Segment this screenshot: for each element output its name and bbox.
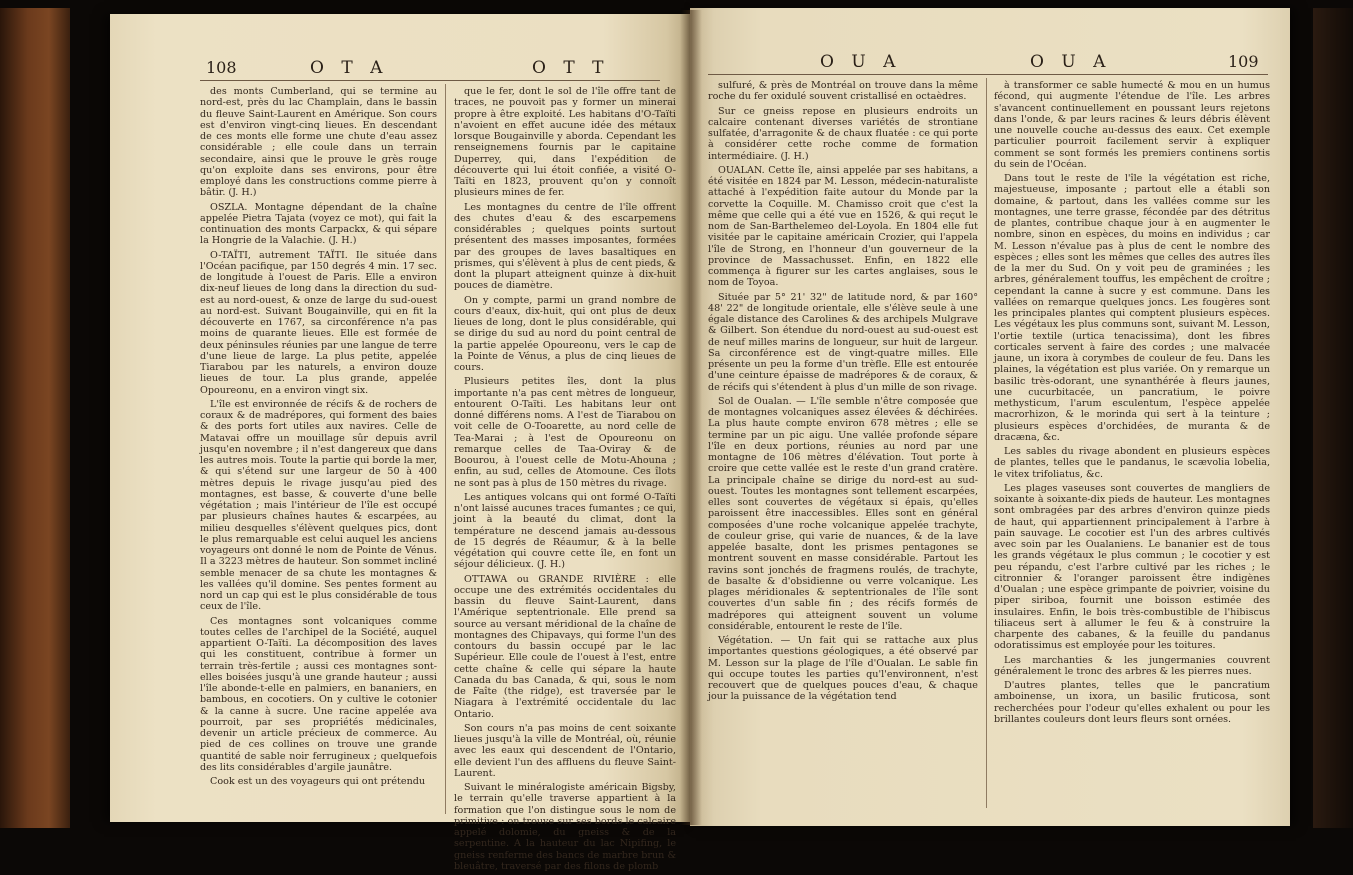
paragraph: OSZLA. Montagne dépendant de la chaîne appelée Pietra Tajata (voyez ce mot), qui fait la continuation des monts Carpackx, & qui sépare la Hongrie de la Valachie. (J. H.) bbox=[200, 201, 437, 247]
paragraph: Cook est un des voyageurs qui ont prétendu bbox=[210, 776, 426, 787]
paragraph: des monts Cumberland, qui se termine au nord-est, près du lac Champlain, dans le bassin du fleuve Saint-Laurent en Amérique. Son cours est d'environ vingt-cinq lieues. En descendant de ces monts elle forme une chute d'eau assez considérable ; elle coule dans un terrain secondaire, ainsi que le prouve le grès rouge qu'on exploite dans ses environs, pour être employé dans les constructions comme pierre à bâtir. (J. H.) bbox=[200, 86, 437, 199]
book-cover-left-edge bbox=[0, 8, 70, 828]
paragraph: O-TAÏTI, autrement TAÏTI. Ile située dans l'Océan pacifique, par 150 degrés 4 min. 17 sec. de longitude à l'ouest de Paris. Elle a environ dix-neuf lieues de long dans la direction du sud-est au nord-ouest, & onze de large du sud-ouest au nord-est. Suivant Bougainville, qui en fit la découverte en 1767, sa circonférence n'a pas moins de quarante lieues. Elle est formée de deux péninsules réunies par une langue de terre d'une lieue de large. La plus petite, appelée Tiarabou par les naturels, a environ douze lieues de tour. La plus grande, appelée Opoureonu, en a environ vingt six. bbox=[200, 249, 437, 396]
paragraph: Plusieurs petites îles, dont la plus importante n'a pas cent mètres de longueur, entourent O-Taïti. Les habitans leur ont donné différens noms. A l'est de Tiarabou on voit celle de O-Tooarette, au nord celle de Tea-Marai ; à l'est de Opoureonu on remarque celles de Taa-Oviray & de Boourou, à l'ouest celle de Motu-Ahouna ; enfin, au sud, celles de Atomoune. Ces îlots ne sont pas à plus de 150 mètres du rivage. bbox=[454, 376, 676, 489]
header-rule bbox=[708, 74, 1268, 75]
paragraph: Dans tout le reste de l'île la végétation est riche, majestueuse, imposante ; partout elle a établi son domaine, & partout, dans les vallées comme sur les montagnes, une terre grasse, fécondée par des détritus de plantes, contribue chaque jour à en augmenter le nombre, sinon en espèces, du moins en individus ; car M. Lesson n'évalue pas à plus de cent le nombre des espèces ; elles sont les mêmes que celles des autres îles de la mer du Sud. On y voit peu de graminées ; les arbres, généralement touffus, les empêchent de croître ; cependant la canne à sucre y est commune. Dans les vallées on remarque quelques joncs. Les fougères sont les principales plantes qui comptent plusieurs espèces. Les végétaux les plus communs sont, suivant M. Lesson, l'ortie textile (urtica tenacissima), dont les fibres corticales servent à faire des cordes ; une malvacée jaune, un ixora à corymbes de couleur de feu. Dans les plaines, la végétation est plus variée. On y remarque un basilic très-odorant, une synanthérée à fleurs jaunes, une cucurbitacée, un pancratium, le poivre methysticum, l'arum esculentum, l'espèce appelée macrorhizon, & le morinda qui sert à la teinture ; plusieurs espèces d'orchidées, de muranta & de dracæna, &c. bbox=[994, 173, 1270, 443]
running-header-left: O T A bbox=[310, 58, 389, 78]
paragraph: Sur ce gneiss repose en plusieurs endroits un calcaire contenant diverses variétés de strontiane sulfatée, d'arragonite & de chaux fluatée : ce qui porte à considérer cette roche comme de formation intermédiaire. (J. H.) bbox=[708, 105, 978, 162]
paragraph: L'île est environnée de récifs & de rochers de coraux & de madrépores, qui forment des baies & des ports fort utiles aux navires. Celle de Matavai offre un mouillage sûr depuis avril jusqu'en novembre ; il n'est dangereux que dans les autres mois. Toute la partie qui borde la mer, & qui s'étend sur une largeur de 50 à 400 mètres depuis le rivage jusqu'au pied des montagnes, est basse, & couverte d'une belle végétation ; mais l'intérieur de l'île est occupé par plusieurs chaînes hautes & escarpées, au milieu desquelles s'élèvent quelques pics, dont le plus remarquable est celui auquel les anciens voyageurs ont donné le nom de Pointe de Vénus. Il a 3223 mètres de hauteur. Son sommet incliné semble menacer de sa chute les montagnes & les vallées qu'il domine. Ses pentes forment au nord un cap qui est le plus considérable de tous ceux de l'île. bbox=[200, 398, 437, 613]
paragraph: D'autres plantes, telles que le pancratium amboinense, un ixora, un basilic fruticosa, sont recherchées pour l'odeur qu'elles exhalent ou pour les brillantes couleurs dont leurs fleurs sont ornées. bbox=[994, 680, 1270, 725]
paragraph: OTTAWA ou GRANDE RIVIÈRE : elle occupe une des extrémités occidentales du bassin du fleuve Saint-Laurent, dans l'Amérique septentrionale. Elle prend sa source au versant méridional de la chaîne de montagnes des Chipavays, qui forme l'un des contours du bassin occupé par le lac Supérieur. Elle coule de l'ouest à l'est, entre cette chaîne & celle qui sépare la haute Canada du bas Canada, & qui, sous le nom de Faîte (the ridge), est traversée par le Niagara à l'extrémité occidentale du lac Ontario. bbox=[454, 573, 676, 720]
paragraph: Les plages vaseuses sont couvertes de mangliers de soixante à soixante-dix pieds de hauteur. Les montagnes sont ombragées par des arbres d'environ quinze pieds de haut, qui appartiennent principalement à l'arbre à pain sauvage. Le cocotier est l'un des arbres cultivés avec soin par les Oualaniens. Le bananier est de tous les grands végétaux le plus commun ; le cocotier y est peu répandu, c'est l'arbre cultivé par les riches ; le citronnier & l'oranger paroissent être indigènes d'Oualan ; une espèce grimpante de poivrier, voisine du piper siriboa, fournit une boisson estimée des insulaires. Enfin, le bois très-combustible de l'hibiscus tiliaceus sert à allumer le feu & à construire la charpente des cabanes, & la feuille du pandanus odoratissimus est employée pour les toitures. bbox=[994, 482, 1270, 652]
paragraph: OUALAN. Cette île, ainsi appelée par ses habitans, a été visitée en 1824 par M. Lesson, médecin-naturaliste attaché à l'expédition faite autour du Monde par la corvette la Coquille. M. Chamisso croit que c'est la même que celle qui a été vue en 1526, & qui reçut le nom de San-Barthelemeo del-Loyola. En 1804 elle fut visitée par le capitaine américain Crozier, qui l'appela l'île de Strong, en l'honneur d'un gouverneur de la province de Massachusset. Enfin, en 1822 elle commença à figurer sur les cartes anglaises, sous le nom de Toyoa. bbox=[708, 164, 978, 289]
paragraph: Les montagnes du centre de l'île offrent des chutes d'eau & des escarpemens considérables ; quelques points surtout présentent des masses imposantes, formées par des groupes de laves basaltiques en prismes, qui s'élèvent à plus de cent pieds, & dont la plupart atteignent quinze à dix-huit pouces de diamètre. bbox=[454, 201, 676, 292]
running-header-right: O U A bbox=[1030, 52, 1112, 72]
running-header-right: O T T bbox=[532, 58, 610, 78]
text-column-2 bbox=[994, 80, 1270, 728]
page-number: 108 bbox=[206, 58, 237, 77]
paragraph: Suivant le minéralogiste américain Bigsby, le terrain qu'elle traverse appartient à la formation que l'on distingue sous le nom de primitive : on trouve sur ses bords le calcaire appelé dolomie, du gneiss & de la serpentine. A la hauteur du lac Nipifing, le gneiss renferme des bancs de marbre brun & bleuâtre, traversé par des filons de plomb bbox=[454, 782, 676, 872]
paragraph: Sol de Oualan. — L'île semble n'être composée que de montagnes volcaniques assez élevées & déchirées. La plus haute compte environ 678 mètres ; elle se termine par un pic aigu. Une vallée profonde sépare l'île en deux portions, réunies au nord par une montagne de 106 mètres d'élévation. Tout porte à croire que cette vallée est le reste d'un grand cratère. La principale chaîne se dirige du nord-est au sud-ouest. Toutes les montagnes sont tellement escarpées, elles sont couvertes de végétaux si épais, qu'elles paroissent être inaccessibles. Elles sont en général composées d'une roche volcanique appelée trachyte, de couleur grise, qui varie de nuances, & de la lave appelée basalte, dont les prismes pentagones se montrent souvent en masse considérable. Partout les ravins sont jonchés de fragmens roulés, de trachyte, de basalte & d'obsidienne ou verre volcanique. Les plages méridionales & septentrionales de l'île sont couvertes d'un sable fin ; des récifs formés de madrépores qui atteignent souvent un volume considérable, entourent le reste de l'île. bbox=[708, 395, 978, 632]
paragraph: Les antiques volcans qui ont formé O-Taïti n'ont laissé aucunes traces fumantes ; ce qui, joint à la beauté du climat, dont la température ne descend jamais au-dessous de 15 degrés de Réaumur, & à la belle végétation qui couvre cette île, en font un séjour délicieux. (J. H.) bbox=[454, 491, 676, 571]
paragraph: à transformer ce sable humecté & mou en un humus fécond, qui augmente l'étendue de l'île. Les arbres s'avancent continuellement en poussant leurs rejetons dans l'onde, & par leurs racines & leurs débris élèvent une nouvelle couche au-dessus des eaux. Cet exemple particulier pourroit facilement servir à expliquer comment se sont formés les premiers continens sortis du sein de l'Océan. bbox=[994, 80, 1270, 170]
right-page bbox=[690, 8, 1290, 826]
column-divider bbox=[986, 78, 987, 808]
paragraph: On y compte, parmi un grand nombre de cours d'eaux, dix-huit, qui ont plus de deux lieues de long, dont le plus considérable, qui se dirige du sud au nord du point central de la partie appelée Opoureonu, vers le cap de la Pointe de Vénus, a plus de cinq lieues de cours. bbox=[454, 294, 676, 373]
paragraph: Végétation. — Un fait qui se rattache aux plus importantes questions géologiques, a été observé par M. Lesson sur la plage de l'île d'Oualan. Le sable fin qui occupe toutes les parties qu'l'environnent, n'est recouvert que de quelques pouces d'eau, & chaque jour la puissance de la végétation tend bbox=[708, 635, 978, 703]
text-column-1 bbox=[708, 80, 978, 706]
header-rule bbox=[200, 80, 660, 81]
text-column-2 bbox=[454, 86, 676, 875]
paragraph: Son cours n'a pas moins de cent soixante lieues jusqu'à la ville de Montréal, où, réunie avec les eaux qui descendent de l'Ontario, elle devient l'un des affluens du fleuve Saint-Laurent. bbox=[454, 722, 676, 779]
book-cover-right-edge bbox=[1313, 8, 1353, 828]
running-header-left: O U A bbox=[820, 52, 902, 72]
column-divider bbox=[445, 84, 446, 814]
paragraph: Les marchanties & les jungermanies couvrent généralement le tronc des arbres & les pierres nues. bbox=[994, 654, 1270, 677]
paragraph: que le fer, dont le sol de l'île offre tant de traces, ne pouvoit pas y former un minerai propre à être exploité. Les habitans d'O-Taïti n'avoient en effet aucune idée des métaux lorsque Bougainville y aborda. Cependant les renseignemens fournis par le capitaine Duperrey, qui, dans l'expédition de découverte qui lui étoit confiée, a visité O-Taïti en 1823, prouvent qu'on y connoît plusieurs mines de fer. bbox=[454, 86, 676, 199]
paragraph: Les sables du rivage abondent en plusieurs espèces de plantes, telles que le pandanus, le scævolia lobelia, le vitex trifoliatus, &c. bbox=[994, 446, 1270, 480]
paragraph: Ces montagnes sont volcaniques comme toutes celles de l'archipel de la Société, auquel appartient O-Taïti. La décomposition des laves qui les constituent, contribue à former un terrain très-fertile ; aussi ces montagnes sont-elles boisées jusqu'à une grande hauteur ; aussi l'île abonde-t-elle en palmiers, en bananiers, en bambous, en cocotiers. On y cultive le cotonier & la canne à sucre. Une racine appelée ava pourroit, par ses propriétés médicinales, devenir un article précieux de commerce. Au pied de ces collines on trouve une grande quantité de sable noir ferrugineux ; quelquefois des lits considérables d'argile jaunâtre. bbox=[200, 615, 437, 773]
page-number: 109 bbox=[1228, 52, 1259, 71]
paragraph: Située par 5° 21' 32" de latitude nord, & par 160° 48' 22" de longitude orientale, elle s'élève seule à une égale distance des Carolines & des archipels Mulgrave & Gilbert. Son étendue du nord-ouest au sud-ouest est de neuf milles marins de longueur, sur huit de largeur. Sa circonférence est de vingt-quatre milles. Elle présente un peu la forme d'un trèfle. Elle est entourée d'une ceinture épaisse de madrépores & de coraux, & de récifs qui s'étendent à plus d'un mille de son rivage. bbox=[708, 291, 978, 393]
paragraph: sulfuré, & près de Montréal on trouve dans la même roche du fer oxidulé souvent cristallisé en octaèdres. bbox=[708, 80, 978, 103]
left-page bbox=[110, 14, 690, 872]
text-column-1 bbox=[200, 86, 437, 790]
